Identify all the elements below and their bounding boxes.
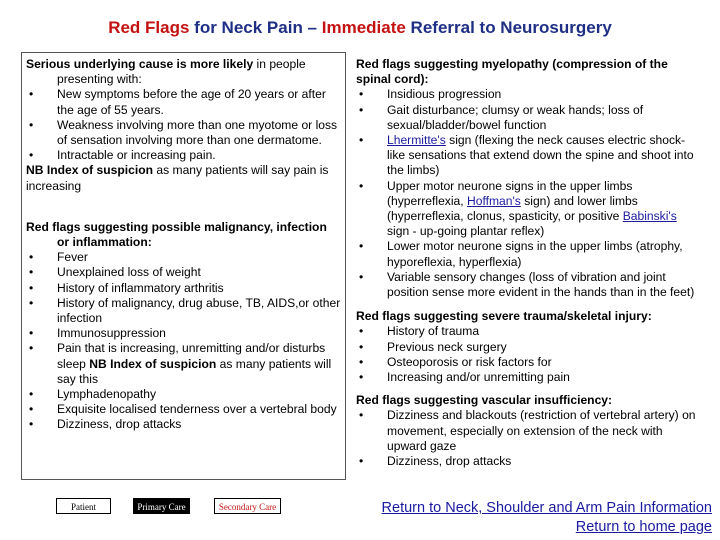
lhermitte-link[interactable]: Lhermitte's xyxy=(387,133,446,148)
page-title xyxy=(0,18,720,38)
list-item: • History of trauma xyxy=(356,324,701,339)
legend-secondary-care-button[interactable]: Secondary Care xyxy=(214,498,281,514)
upper-motor-pre: Upper motor neurone signs in the upper limbs (hyperreflexia, xyxy=(387,178,633,208)
legend-primary-care-button[interactable]: Primary Care xyxy=(133,498,190,514)
list-item: • Exquisite localised tenderness over a vertebral body xyxy=(26,402,342,417)
legend-patient-button[interactable]: Patient xyxy=(56,498,111,514)
list-item: • Lower motor neurone signs in the upper limbs (atrophy, hyporeflexia, hyperflexia) xyxy=(356,239,701,269)
list-item: • Variable sensory changes (loss of vibration and joint position sense more evident in the hands than in the feet) xyxy=(356,270,701,300)
title-neck-pain: for Neck Pain – xyxy=(189,18,322,37)
list-item: • New symptoms before the age of 20 years or after the age of 55 years. xyxy=(26,87,342,117)
vascular-heading: Red flags suggesting vascular insufficiency: xyxy=(356,393,613,408)
trauma-list xyxy=(356,324,701,385)
title-referral: Referral to Neurosurgery xyxy=(405,18,612,37)
list-item: • Previous neck surgery xyxy=(356,340,701,355)
serious-cause-list xyxy=(26,87,342,163)
list-item: • Immunosuppression xyxy=(26,326,342,341)
return-home-link[interactable]: Return to home page xyxy=(575,519,712,535)
spacer xyxy=(356,385,701,393)
list-item: • Osteoporosis or risk factors for xyxy=(356,355,701,370)
malignancy-list xyxy=(26,250,342,432)
list-item: • Lymphadenopathy xyxy=(26,387,342,402)
list-item: • Increasing and/or unremitting pain xyxy=(356,370,701,385)
myelopathy-heading: Red flags suggesting myelopathy (compression of the spinal cord): xyxy=(356,57,668,87)
upper-motor-mid: sign) and lower limbs (hyperreflexia, clonus, spasticity, or positive xyxy=(387,193,638,224)
list-item: • Dizziness, drop attacks xyxy=(356,454,701,469)
lhermitte-rest: sign (flexing the neck causes electric shock-like sensations that extend down the spine and shoot into the limbs) xyxy=(387,133,694,178)
list-item: • Insidious progression xyxy=(356,87,701,102)
list-item: • Unexplained loss of weight xyxy=(26,265,342,280)
return-neck-shoulder-arm-link[interactable]: Return to Neck, Shoulder and Arm Pain Information xyxy=(381,500,712,516)
serious-cause-bold: Serious underlying cause is more likely xyxy=(26,57,254,71)
list-item: • Weakness involving more than one myotome or loss of sensation involving more than one dermatome. xyxy=(26,118,342,148)
pain-item-post: as many patients will say this xyxy=(57,356,332,386)
list-item: • Fever xyxy=(26,250,342,265)
list-item-upper-motor xyxy=(356,179,701,240)
left-column xyxy=(26,57,342,433)
nb-index-rest: as many patients will say pain is increasing xyxy=(26,163,329,193)
list-item: • History of inflammatory arthritis xyxy=(26,281,342,296)
upper-motor-post: sign - up-going plantar reflex) xyxy=(387,224,545,239)
nb-index-note xyxy=(26,163,342,193)
title-immediate: Immediate xyxy=(321,18,406,37)
list-item-lhermitte xyxy=(356,133,701,179)
myelopathy-list xyxy=(356,87,701,300)
trauma-heading: Red flags suggesting severe trauma/skeletal injury: xyxy=(356,309,652,324)
right-column xyxy=(356,57,701,469)
spacer xyxy=(356,300,701,309)
pain-item-pre: Pain that is increasing, unremitting and/or disturbs sleep xyxy=(57,341,326,371)
title-red-flags: Red Flags xyxy=(108,18,190,37)
vascular-list xyxy=(356,408,701,469)
babinski-link[interactable]: Babinski's xyxy=(622,209,677,224)
list-item: • Dizziness and blackouts (restriction of vertebral artery) on movement, especially on extension of the neck with upward gaze xyxy=(356,408,701,454)
malignancy-heading: Red flags suggesting possible malignancy, infection or inflammation: xyxy=(26,219,327,250)
list-item: • Gait disturbance; clumsy or weak hands; loss of sexual/bladder/bowel function xyxy=(356,103,701,133)
nb-index-bold: NB Index of suspicion xyxy=(26,163,153,178)
hoffman-link[interactable]: Hoffman's xyxy=(467,193,521,208)
list-item: • Dizziness, drop attacks xyxy=(26,417,342,432)
pain-item-bold: NB Index of suspicion xyxy=(89,356,217,371)
serious-cause-rest: in people presenting with: xyxy=(57,57,306,87)
list-item: • History of malignancy, drug abuse, TB, AIDS,or other infection xyxy=(26,296,342,326)
spacer xyxy=(26,194,342,220)
serious-cause-heading xyxy=(26,57,342,87)
list-item-pain xyxy=(26,341,342,387)
list-item: • Intractable or increasing pain. xyxy=(26,148,342,163)
